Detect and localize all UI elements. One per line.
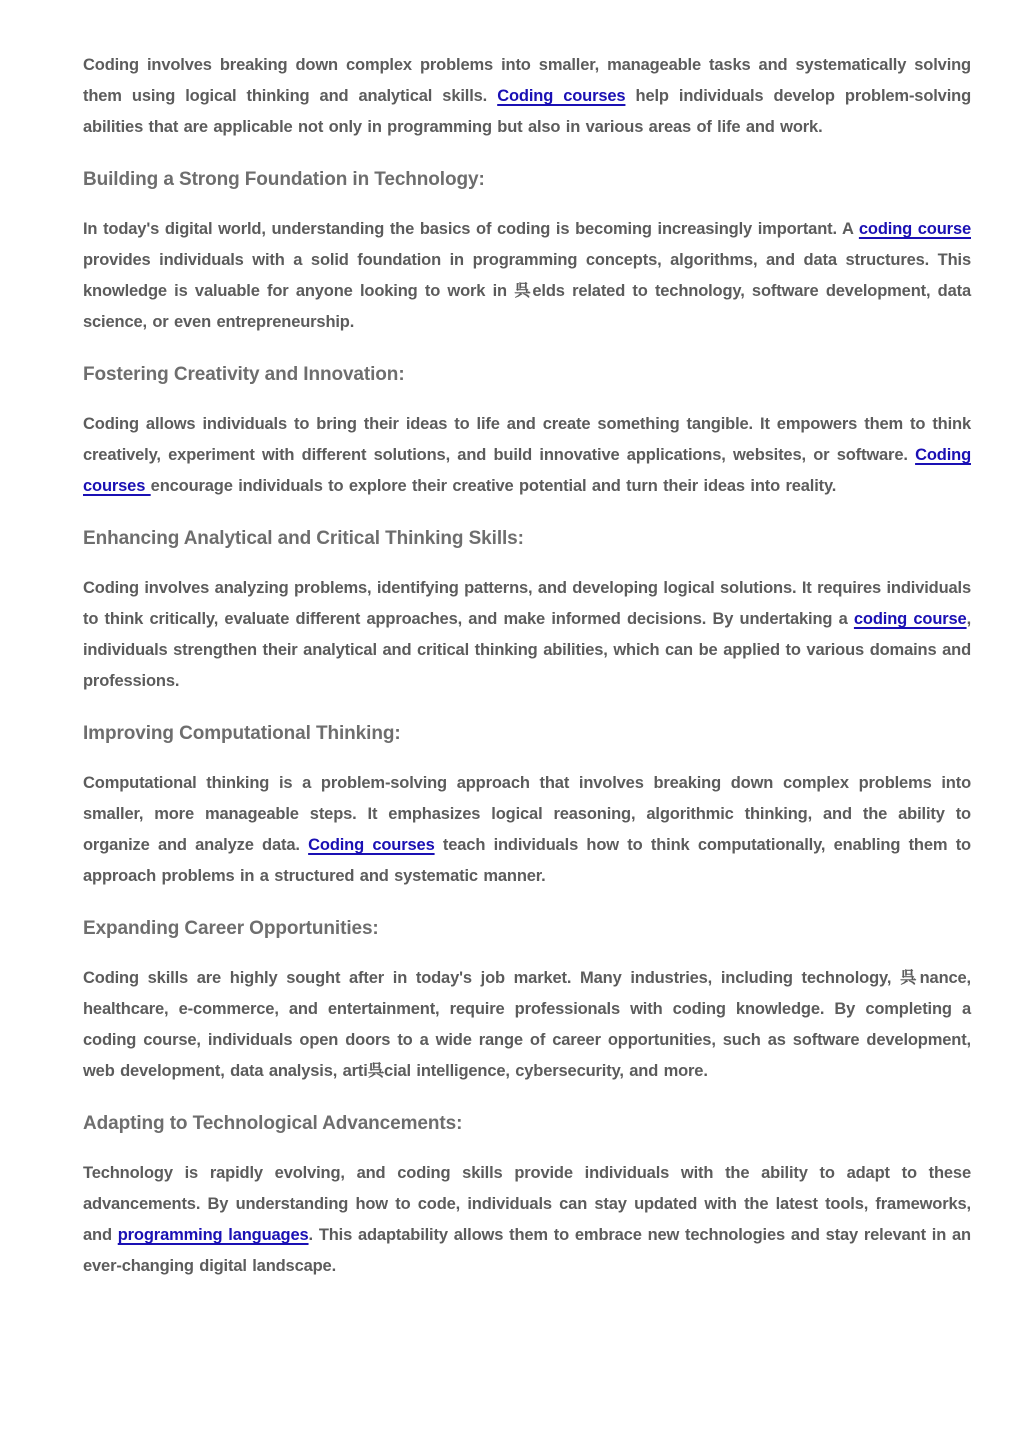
paragraph — [83, 573, 971, 697]
inline-text-link[interactable]: Coding courses — [308, 836, 435, 854]
section-heading: Improving Computational Thinking: — [83, 723, 401, 744]
section-heading: Fostering Creativity and Innovation: — [83, 364, 405, 385]
section-heading: Adapting to Technological Advancements: — [83, 1113, 463, 1134]
text-run: provides individuals with a solid foundation in programming concepts, algorithms, and data structures. This knowledge is valuable for anyone looking to work in 呉elds related to technology, software development, data science, or even entrepreneurship. — [83, 251, 971, 331]
text-run: encourage individuals to explore their creative potential and turn their ideas into reality. — [150, 477, 837, 495]
paragraph — [83, 768, 971, 892]
paragraph — [83, 1158, 971, 1282]
text-run: Technology is rapidly evolving, and coding skills provide individuals with the ability to adapt to these advancements. By understanding how to code, individuals can stay updated with the latest tools, frameworks, and — [83, 1164, 971, 1244]
inline-text-link[interactable]: Coding courses — [83, 446, 971, 495]
inline-text-link[interactable]: programming languages — [117, 1226, 309, 1244]
section-heading: Building a Strong Foundation in Technology: — [83, 169, 485, 190]
inline-text-link[interactable]: coding course — [853, 610, 967, 628]
section-heading: Expanding Career Opportunities: — [83, 918, 379, 939]
text-run: Coding allows individuals to bring their ideas to life and create something tangible. It empowers them to think creatively, experiment with different solutions, and build innovative applications, websites, or software. — [83, 415, 971, 464]
text-run: . This adaptability allows them to embrace new technologies and stay relevant in an ever-changing digital landscape. — [83, 1226, 971, 1275]
text-run: Coding involves analyzing problems, identifying patterns, and developing logical solutions. It requires individuals to think critically, evaluate different approaches, and make informed decisions. By undertaking a — [83, 579, 971, 628]
paragraph — [83, 963, 971, 1087]
text-run: In today's digital world, understanding the basics of coding is becoming increasingly important. A — [83, 220, 859, 238]
text-run: Coding skills are highly sought after in today's job market. Many industries, including technology, 呉nance, healthcare, e-commerce, and entertainment, require professionals with coding knowledge. By completing a coding course, individuals open doors to a wide range of career opportunities, such as software development, web development, data analysis, arti呉cial intelligence, cybersecurity, and more. — [83, 969, 971, 1080]
inline-text-link[interactable]: coding course — [858, 220, 971, 238]
text-run: teach individuals how to think computationally, enabling them to approach problems in a structured and systematic manner. — [83, 836, 971, 885]
text-run: Computational thinking is a problem-solving approach that involves breaking down complex problems into smaller, more manageable steps. It emphasizes logical reasoning, algorithmic thinking, and the ability to organize and analyze data. — [83, 774, 971, 854]
section-heading: Enhancing Analytical and Critical Thinking Skills: — [83, 528, 524, 549]
text-run: help individuals develop problem-solving abilities that are applicable not only in programming but also in various areas of life and work. — [83, 87, 971, 136]
inline-text-link[interactable]: Coding courses — [497, 87, 626, 105]
paragraph — [83, 214, 971, 338]
paragraph — [83, 409, 971, 502]
text-run: , individuals strengthen their analytical and critical thinking abilities, which can be applied to various domains and professions. — [83, 610, 972, 690]
paragraph — [83, 50, 971, 143]
text-run: Coding involves breaking down complex problems into smaller, manageable tasks and systematically solving them using logical thinking and analytical skills. — [83, 56, 971, 105]
